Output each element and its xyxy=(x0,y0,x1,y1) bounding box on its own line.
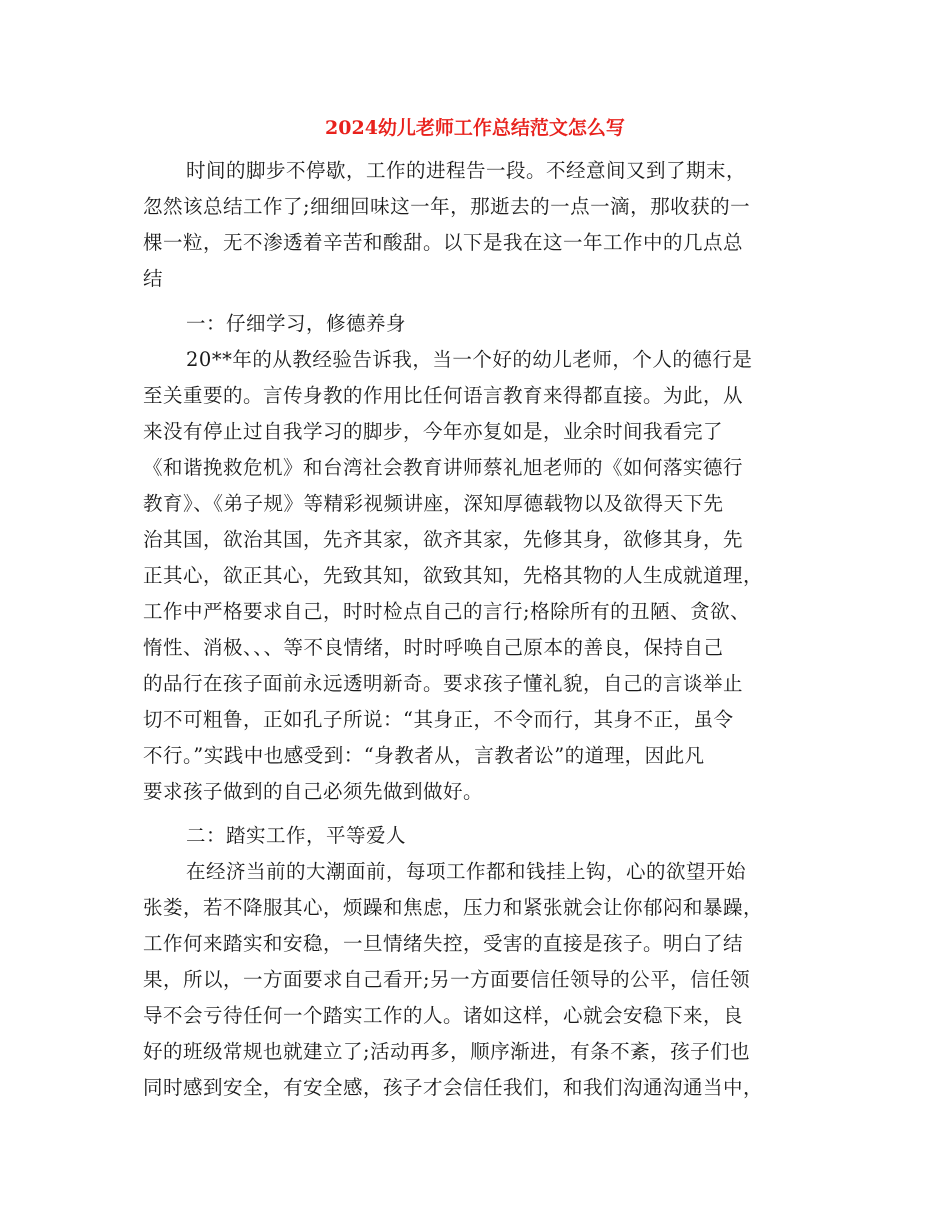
paragraph-line: 治其国，欲治其国，先齐其家，欲齐其家，先修其身，欲修其身，先 xyxy=(143,528,744,551)
document-title: 2024幼儿老师工作总结范文怎么写 xyxy=(325,117,625,139)
paragraph-line: 忽然该总结工作了;细细回味这一年，那逝去的一点一滴，那收获的一 xyxy=(143,195,751,218)
paragraph-line: 20**年的从教经验告诉我，当一个好的幼儿老师，个人的德行是 xyxy=(186,348,753,371)
paragraph-line: 工作中严格要求自己，时时检点自己的言行;格除所有的丑陋、贪欲、 xyxy=(143,600,751,623)
paragraph-line: 惰性、消极、、、等不良情绪，时时呼唤自己原本的善良，保持自己 xyxy=(143,636,724,659)
paragraph-line: 在经济当前的大潮面前，每项工作都和钱挂上钩，心的欲望开始 xyxy=(186,860,747,883)
section-heading: 二：踏实工作，平等爱人 xyxy=(186,824,407,847)
paragraph-line: 正其心，欲正其心，先致其知，欲致其知，先格其物的人生成就道理， xyxy=(143,564,764,587)
paragraph-line: 张娄，若不降服其心，烦躁和焦虑，压力和紧张就会让你郁闷和暴躁， xyxy=(143,896,764,919)
paragraph-line: 时间的脚步不停歇，工作的进程告一段。不经意间又到了期末， xyxy=(186,159,747,182)
paragraph-line: 好的班级常规也就建立了;活动再多，顺序渐进，有条不紊，孩子们也 xyxy=(143,1040,751,1063)
section-heading: 一：仔细学习，修德养身 xyxy=(186,312,407,335)
paragraph-line: 切不可粗鲁，正如孔子所说：“其身正，不令而行，其身不正，虽令 xyxy=(143,708,734,731)
paragraph-line: 要求孩子做到的自己必须先做到做好。 xyxy=(143,780,484,803)
paragraph-line: 教育》、《弟子规》等精彩视频讲座，深知厚德载物以及欲得天下先 xyxy=(143,492,724,515)
paragraph-line: 结 xyxy=(143,267,164,290)
paragraph-line: 果，所以，一方面要求自己看开;另一方面要信任领导的公平，信任领 xyxy=(143,968,751,991)
paragraph-line: 不行。”实践中也感受到：“身教者从，言教者讼”的道理，因此凡 xyxy=(143,744,705,767)
paragraph-line: 至关重要的。言传身教的作用比任何语言教育来得都直接。为此，从 xyxy=(143,384,744,407)
paragraph-line: 棵一粒，无不渗透着辛苦和酸甜。以下是我在这一年工作中的几点总 xyxy=(143,231,744,254)
paragraph-line: 同时感到安全，有安全感，孩子才会信任我们，和我们沟通沟通当中， xyxy=(143,1076,764,1099)
paragraph-line: 的品行在孩子面前永远透明新奇。要求孩子懂礼貌，自己的言谈举止 xyxy=(143,672,744,695)
paragraph-line: 工作何来踏实和安稳，一旦情绪失控，受害的直接是孩子。明白了结 xyxy=(143,932,744,955)
paragraph-line: 来没有停止过自我学习的脚步，今年亦复如是，业余时间我看完了 xyxy=(143,420,724,443)
paragraph-line: 导不会亏待任何一个踏实工作的人。诸如这样，心就会安稳下来，良 xyxy=(143,1004,744,1027)
paragraph-line: 《和谐挽救危机》和台湾社会教育讲师蔡礼旭老师的《如何落实德行 xyxy=(143,456,744,479)
